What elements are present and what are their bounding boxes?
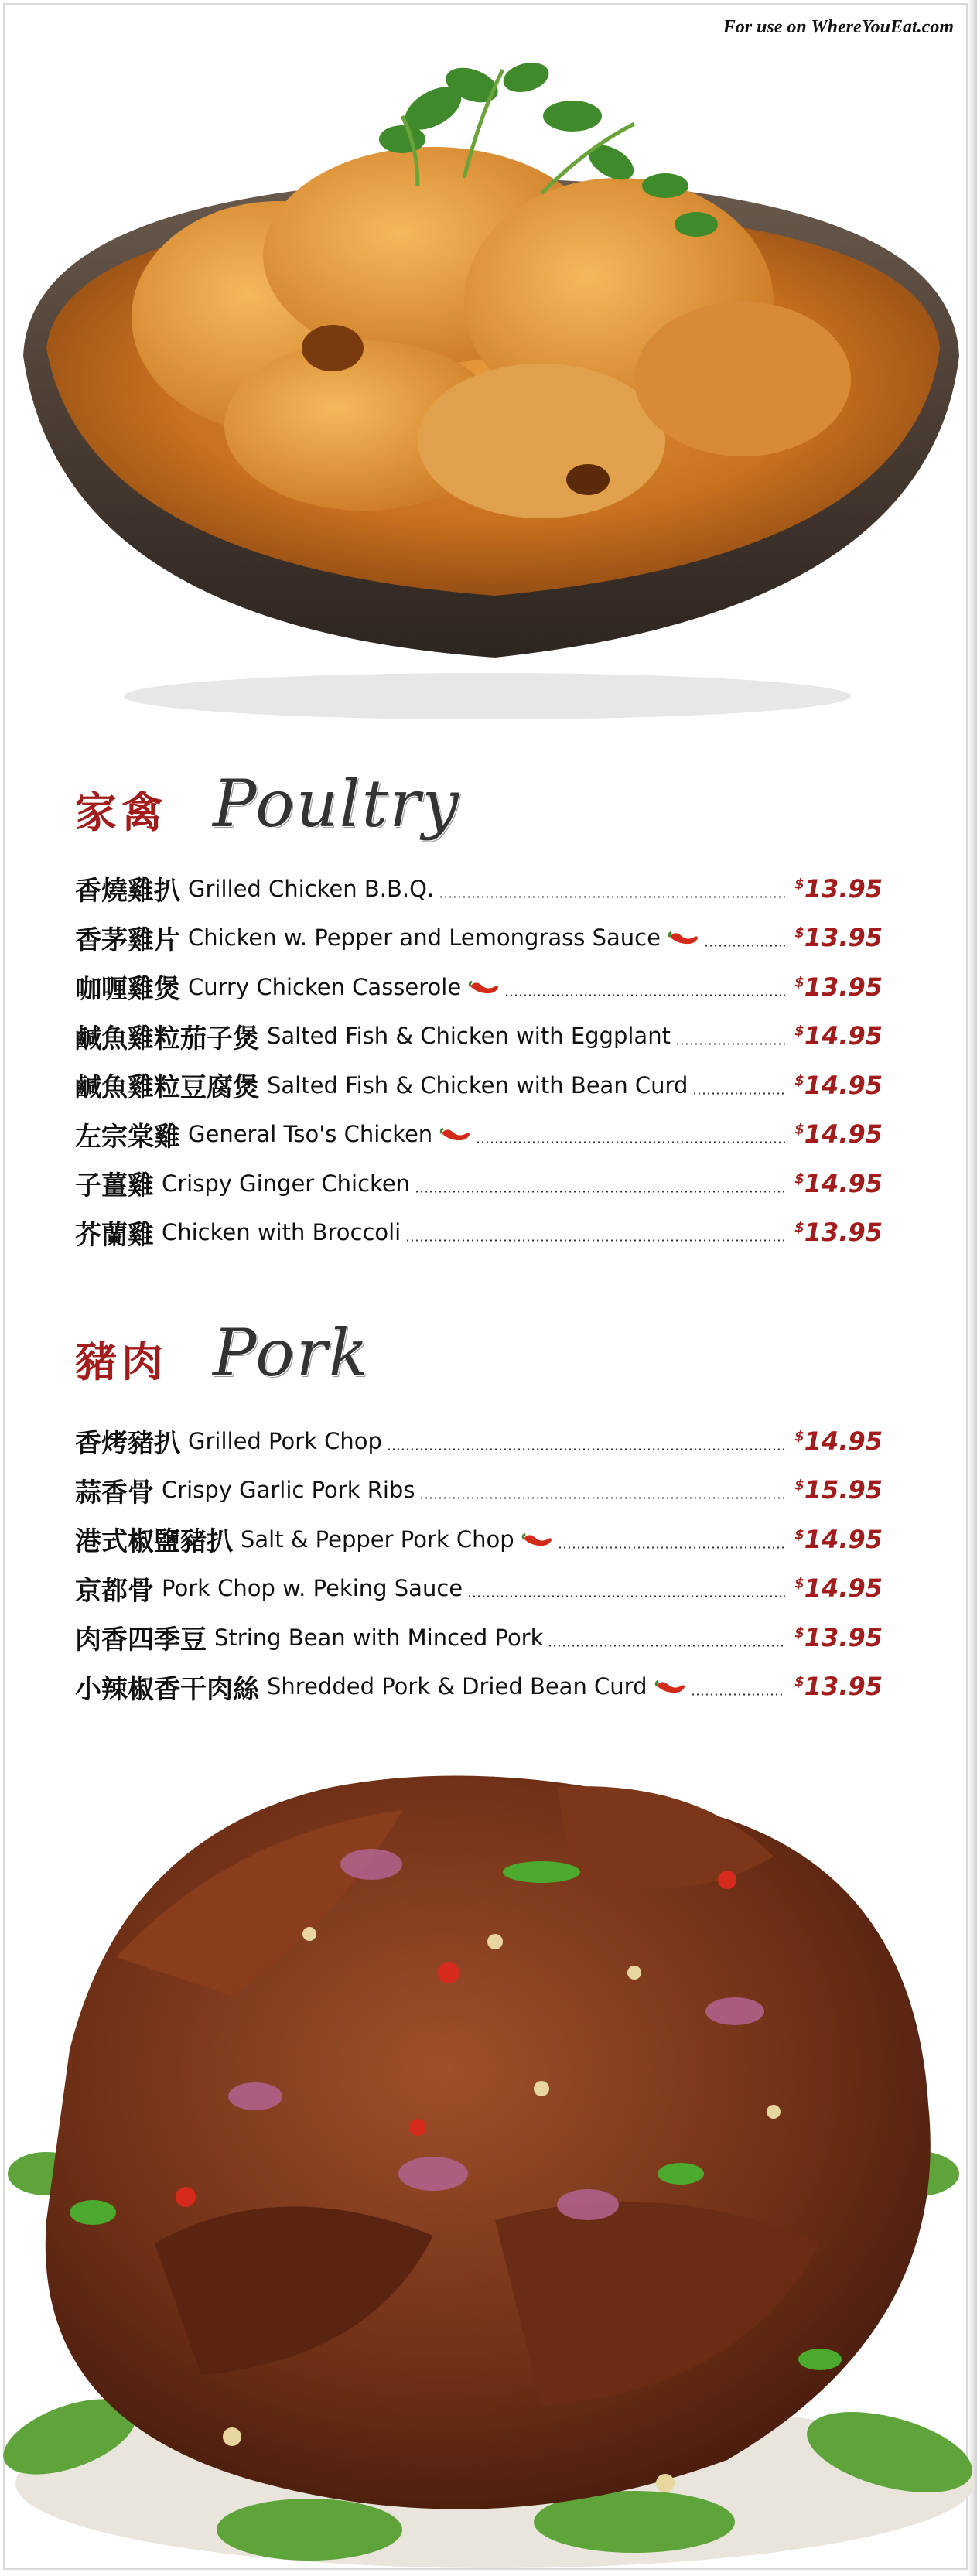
item-name-en: Crispy Ginger Chicken [162,1170,411,1197]
item-name-zh: 小辣椒香干肉絲 [75,1673,259,1705]
salt-and-pepper-pork-photo [0,1741,977,2572]
dotted-leader [704,945,785,947]
currency-symbol: $ [794,1023,804,1040]
currency-symbol: $ [794,1673,804,1690]
section-header-poultry [75,766,771,851]
currency-symbol: $ [794,1121,804,1138]
item-name-zh: 左宗棠雞 [75,1121,180,1153]
section-title-zh: 豬肉 [75,1338,168,1386]
price-value: 13.95 [804,1218,883,1248]
item-name-en: Chicken w. Pepper and Lemongrass Sauce [188,924,661,951]
price-value: 13.95 [804,1672,883,1702]
item-price [790,1071,883,1100]
menu-item [75,1613,883,1662]
item-name-en: Curry Chicken Casserole [188,973,462,1000]
item-price [790,1475,883,1505]
menu-item [75,1208,883,1258]
chili-pepper-icon [467,979,500,996]
dotted-leader [415,1191,785,1193]
dotted-leader [675,1043,785,1045]
item-name-en: Pork Chop w. Peking Sauce [162,1575,463,1602]
item-name-zh: 子薑雞 [75,1170,154,1202]
price-value: 13.95 [804,972,883,1002]
section-title-zh: 家禽 [75,788,168,837]
item-name-zh: 香燒雞扒 [75,876,180,907]
item-name-en: Crispy Garlic Pork Ribs [162,1477,415,1504]
price-value: 15.95 [804,1475,883,1505]
dotted-leader [692,1092,785,1095]
menu-item [75,1466,883,1515]
price-value: 14.95 [804,1021,883,1051]
currency-symbol: $ [794,876,804,893]
menu-item [75,962,883,1012]
price-value: 13.95 [804,923,883,953]
dotted-leader [405,1239,785,1242]
currency-symbol: $ [794,1428,804,1445]
section-title-en: Pork [213,1315,370,1391]
dotted-leader [558,1546,785,1549]
dotted-leader [419,1497,785,1499]
dotted-leader [467,1595,785,1597]
currency-symbol: $ [794,1526,804,1543]
dotted-leader [504,994,785,996]
item-name-zh: 京都骨 [75,1575,154,1607]
poultry-menu-list [75,864,883,1257]
item-price [790,1169,883,1198]
menu-item [75,1662,883,1712]
menu-item [75,1159,883,1208]
price-value: 13.95 [804,873,883,904]
item-price [790,1672,883,1701]
pork-menu-list [75,1416,883,1711]
item-name-en: Salt & Pepper Pork Chop [241,1525,514,1553]
item-name-en: Chicken with Broccoli [162,1219,401,1246]
curry-chicken-casserole-photo [0,23,977,743]
item-price [790,1426,883,1456]
dotted-leader [548,1645,785,1647]
menu-item [75,1012,883,1061]
currency-symbol: $ [794,974,804,991]
item-price [790,1623,883,1652]
menu-item [75,1564,883,1614]
dotted-leader [691,1693,786,1696]
currency-symbol: $ [794,1170,804,1187]
price-value: 14.95 [804,1426,883,1456]
item-name-zh: 肉香四季豆 [75,1625,207,1656]
item-name-en: Shredded Pork & Dried Bean Curd [267,1673,647,1700]
item-name-zh: 港式椒鹽豬扒 [75,1526,233,1558]
item-name-zh: 鹹魚雞粒茄子煲 [75,1023,259,1054]
item-name-en: Salted Fish & Chicken with Bean Curd [267,1071,688,1098]
item-price [790,1573,883,1603]
chili-pepper-icon [654,1678,686,1695]
section-title-en: Poultry [213,766,461,842]
item-name-zh: 芥蘭雞 [75,1219,154,1251]
item-name-zh: 鹹魚雞粒豆腐煲 [75,1072,259,1104]
watermark-text: For use on WhereYouEat.com [723,17,954,37]
price-value: 14.95 [804,1573,883,1604]
item-price [790,874,883,904]
section-header-pork [75,1315,771,1400]
currency-symbol: $ [794,924,804,941]
chili-pepper-icon [521,1531,553,1548]
menu-item [75,1110,883,1160]
dotted-leader [439,896,785,898]
chili-pepper-icon [667,929,699,946]
currency-symbol: $ [794,1072,804,1089]
currency-symbol: $ [794,1625,804,1642]
item-price [790,923,883,952]
item-price [790,1119,883,1149]
price-value: 14.95 [804,1119,883,1150]
item-price [790,1525,883,1554]
menu-item [75,1515,883,1564]
price-value: 13.95 [804,1622,883,1652]
menu-item [75,914,883,963]
item-name-en: String Bean with Minced Pork [214,1624,544,1651]
price-value: 14.95 [804,1524,883,1554]
chili-pepper-icon [439,1126,471,1143]
dotted-leader [476,1141,785,1143]
currency-symbol: $ [794,1575,804,1592]
item-name-zh: 咖喱雞煲 [75,974,180,1006]
item-name-zh: 香茅雞片 [75,924,180,956]
price-value: 14.95 [804,1168,883,1198]
item-name-en: Salted Fish & Chicken with Eggplant [267,1023,671,1050]
currency-symbol: $ [794,1477,804,1494]
price-value: 14.95 [804,1070,883,1100]
menu-item [75,1061,883,1110]
menu-item [75,1416,883,1466]
item-name-zh: 蒜香骨 [75,1477,154,1508]
item-price [790,1021,883,1051]
currency-symbol: $ [794,1219,804,1236]
item-name-en: Grilled Chicken B.B.Q. [188,875,435,902]
menu-item [75,864,883,914]
item-name-zh: 香烤豬扒 [75,1428,180,1460]
item-price [790,1218,883,1247]
item-name-en: General Tso's Chicken [188,1121,433,1148]
dotted-leader [387,1448,785,1450]
item-price [790,972,883,1002]
item-name-en: Grilled Pork Chop [188,1427,382,1454]
